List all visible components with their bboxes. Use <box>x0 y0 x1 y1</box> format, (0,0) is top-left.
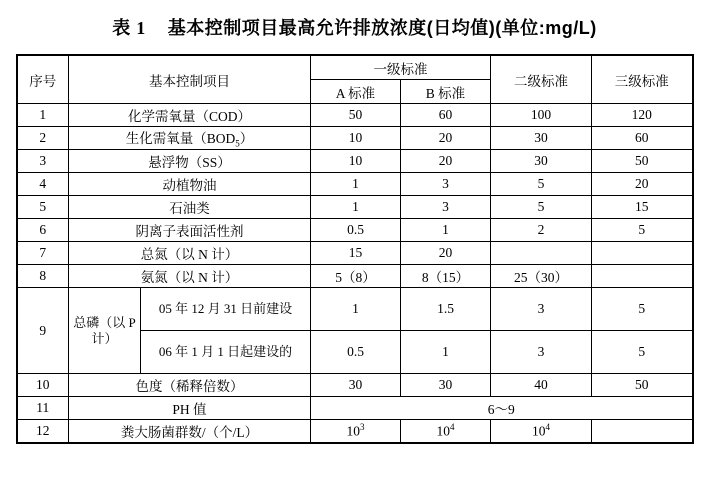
row-level1a: 10 <box>311 127 401 150</box>
page-title <box>0 14 709 40</box>
row-item: 粪大肠菌群数/（个/L） <box>69 420 311 443</box>
row-item: 悬浮物（SS） <box>69 150 311 173</box>
row-level3: 15 <box>592 196 693 219</box>
header-item: 基本控制项目 <box>69 55 311 104</box>
row-level1a: 5（8） <box>311 265 401 288</box>
title-number: 1 <box>136 18 146 38</box>
row-level1b: 3 <box>401 196 491 219</box>
row-item: 生化需氧量$(BOD_5)$ <box>69 127 311 150</box>
row-level1b: 1.5 <box>401 288 491 331</box>
row-level2: 25（30） <box>491 265 592 288</box>
row-level1b: 60 <box>401 104 491 127</box>
row-level2: 3 <box>491 331 592 374</box>
table-row <box>17 242 693 265</box>
row-item: 化学需氧量（COD） <box>69 104 311 127</box>
row-seq: 8 <box>17 265 69 288</box>
table-row <box>17 150 693 173</box>
row-level1a: 1 <box>311 288 401 331</box>
row-level3 <box>592 265 693 288</box>
table-row <box>17 104 693 127</box>
row-level1a: 1 <box>311 196 401 219</box>
row-item: 阴离子表面活性剂 <box>69 219 311 242</box>
row-seq: 7 <box>17 242 69 265</box>
row-merged-value: 6～9 <box>311 397 693 420</box>
row-level2: 30 <box>491 150 592 173</box>
row-item: 动植物油 <box>69 173 311 196</box>
table-row <box>17 219 693 242</box>
table-row <box>17 374 693 397</box>
row-level2: 40 <box>491 374 592 397</box>
header-level1: 一级标准 <box>311 55 491 80</box>
row-level2: 2 <box>491 219 592 242</box>
row-level1a: 50 <box>311 104 401 127</box>
phosphorus-condition: 06 年 1 月 1 日起建设的 <box>141 331 311 374</box>
row-level1a: $10^3$ <box>311 420 401 443</box>
phosphorus-label: 总磷（以 P 计） <box>69 288 141 374</box>
row-seq: 3 <box>17 150 69 173</box>
row-level3: 5 <box>592 288 693 331</box>
row-level2: $10^4$ <box>491 420 592 443</box>
row-level1b: 3 <box>401 173 491 196</box>
document-page <box>0 14 709 477</box>
table-row <box>17 196 693 219</box>
row-level1a: 0.5 <box>311 331 401 374</box>
row-level3: 5 <box>592 331 693 374</box>
row-seq: 10 <box>17 374 69 397</box>
row-item: 总氮（以 N 计） <box>69 242 311 265</box>
row-level2: 5 <box>491 173 592 196</box>
table-row <box>17 397 693 420</box>
row-seq: 9 <box>17 288 69 374</box>
row-seq: 2 <box>17 127 69 150</box>
emission-limits-table <box>16 54 694 444</box>
row-level1a: 1 <box>311 173 401 196</box>
table-row <box>17 127 693 150</box>
row-level2: 100 <box>491 104 592 127</box>
row-level1b: 8（15） <box>401 265 491 288</box>
title-main: 基本控制项目最高允许排放浓度(日均值)(单位:mg/L) <box>167 18 597 38</box>
row-level2: 5 <box>491 196 592 219</box>
row-level1b: 1 <box>401 331 491 374</box>
row-item: 石油类 <box>69 196 311 219</box>
row-level2 <box>491 242 592 265</box>
row-level3: 50 <box>592 374 693 397</box>
row-level3: 5 <box>592 219 693 242</box>
header-level2: 二级标准 <box>491 55 592 104</box>
row-level1a: 30 <box>311 374 401 397</box>
table-row-phosphorus-1 <box>17 288 693 331</box>
row-item: 色度（稀释倍数） <box>69 374 311 397</box>
row-item: PH 值 <box>69 397 311 420</box>
row-seq: 12 <box>17 420 69 443</box>
row-level1b: 1 <box>401 219 491 242</box>
header-level1-a: A 标准 <box>311 80 401 104</box>
row-item: 氨氮（以 N 计） <box>69 265 311 288</box>
row-level2: 30 <box>491 127 592 150</box>
table-row <box>17 420 693 443</box>
row-seq: 4 <box>17 173 69 196</box>
table-header-row-1 <box>17 55 693 80</box>
row-seq: 5 <box>17 196 69 219</box>
row-level1a: 10 <box>311 150 401 173</box>
row-level3: 120 <box>592 104 693 127</box>
row-level1b: 20 <box>401 127 491 150</box>
row-level1b: 30 <box>401 374 491 397</box>
title-prefix: 表 <box>112 18 131 38</box>
row-level3: 50 <box>592 150 693 173</box>
row-seq: 1 <box>17 104 69 127</box>
row-seq: 6 <box>17 219 69 242</box>
header-level3: 三级标准 <box>592 55 693 104</box>
row-level3 <box>592 420 693 443</box>
row-level1b: $10^4$ <box>401 420 491 443</box>
row-level3: 60 <box>592 127 693 150</box>
row-level1a: 0.5 <box>311 219 401 242</box>
phosphorus-condition: 05 年 12 月 31 日前建设 <box>141 288 311 331</box>
row-level1a: 15 <box>311 242 401 265</box>
row-level3: 20 <box>592 173 693 196</box>
table-row <box>17 265 693 288</box>
row-level1b: 20 <box>401 150 491 173</box>
table-row <box>17 173 693 196</box>
row-level2: 3 <box>491 288 592 331</box>
row-level3 <box>592 242 693 265</box>
header-seq: 序号 <box>17 55 69 104</box>
row-level1b: 20 <box>401 242 491 265</box>
header-level1-b: B 标准 <box>401 80 491 104</box>
row-seq: 11 <box>17 397 69 420</box>
